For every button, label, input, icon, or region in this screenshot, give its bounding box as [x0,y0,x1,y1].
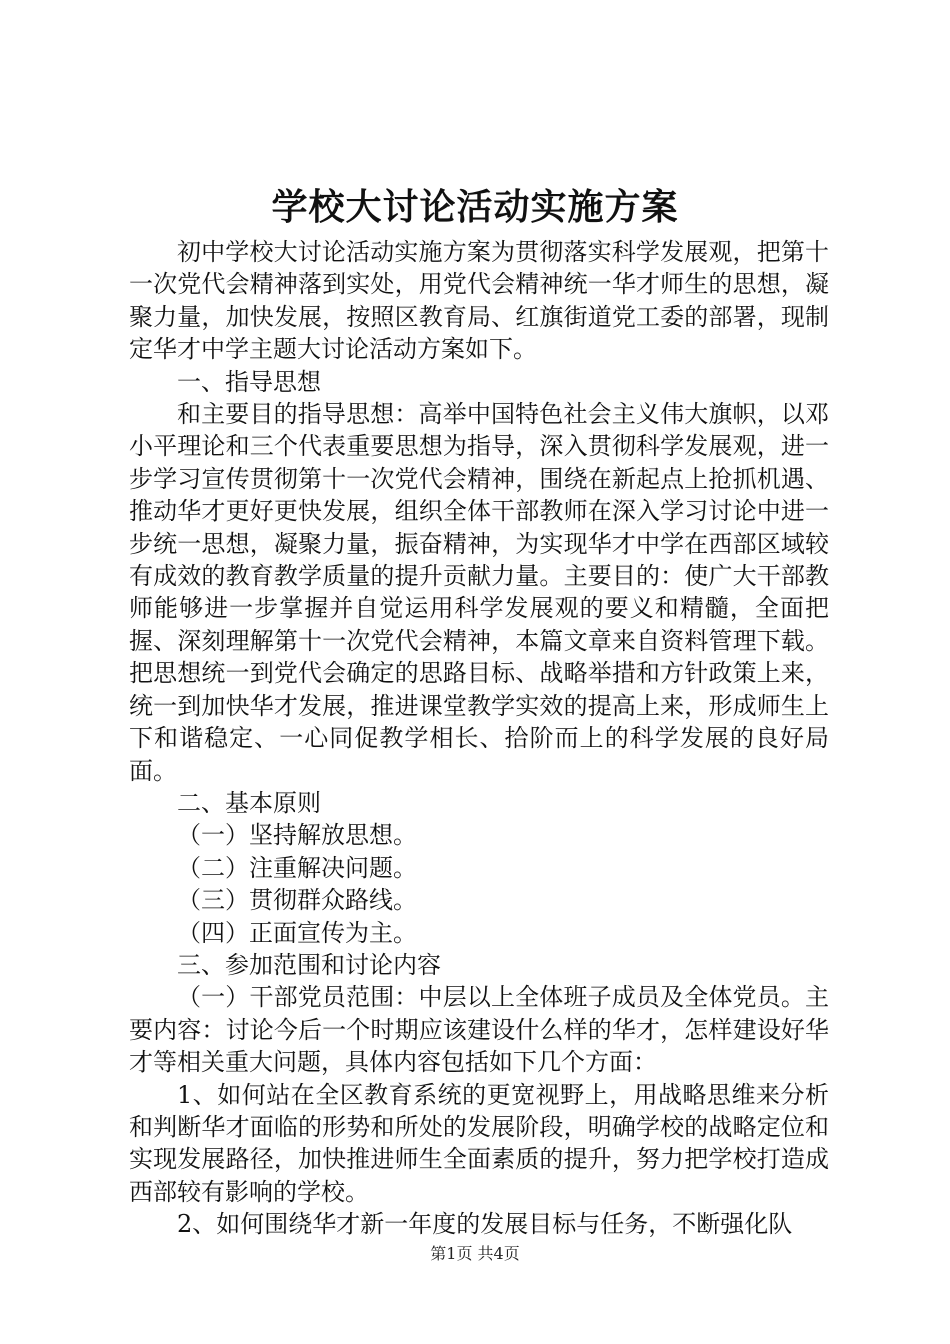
list-item-1: 1、如何站在全区教育系统的更宽视野上，用战略思维来分析和判断华才面临的形势和所处的发展阶段，明确学校的战略定位和实现发展路径，加快推进师生全面素质的提升，努力把学校打造成西部较有影响的学校。 [129,1080,829,1206]
page-footer: 第1页 共4页 [430,1244,520,1263]
document-title: 学校大讨论活动实施方案 [271,186,679,228]
section-heading-guiding-thought: 一、指导思想 [177,367,321,396]
paragraph-intro: 初中学校大讨论活动实施方案为贯彻落实科学发展观，把第十一次党代会精神落到实处，用党代会精神统一华才师生的思想，凝聚力量，加快发展，按照区教育局、红旗街道党工委的部署，现制定华才中学主题大讨论活动方案如下。 [129,238,829,364]
paragraph-scope-cadres: （一）干部党员范围：中层以上全体班子成员及全体党员。主要内容：讨论今后一个时期应该建设什么样的华才，怎样建设好华才等相关重大问题，具体内容包括如下几个方面： [129,983,829,1077]
section-heading-basic-principles: 二、基本原则 [177,788,321,817]
document-body [129,236,829,1241]
principle-item-2: （二）注重解决问题。 [177,853,417,882]
principle-item-4: （四）正面宣传为主。 [177,918,417,947]
list-item-2: 2、如何围绕华才新一年度的发展目标与任务，不断强化队 [177,1210,793,1239]
section-heading-scope-content: 三、参加范围和讨论内容 [177,950,441,979]
paragraph-guiding-thought: 和主要目的指导思想：高举中国特色社会主义伟大旗帜，以邓小平理论和三个代表重要思想为指导，深入贯彻科学发展观，进一步学习宣传贯彻第十一次党代会精神，围绕在新起点上抢抓机遇、推动华才更好更快发展，组织全体干部教师在深入学习讨论中进一步统一思想，凝聚力量，振奋精神，为实现华才中学在西部区域较有成效的教育教学质量的提升贡献力量。主要目的：使广大干部教师能够进一步掌握并自觉运用科学发展观的要义和精髓，全面把握、深刻理解第十一次党代会精神，本篇文章来自资料管理下载。把思想统一到党代会确定的思路目标、战略举措和方针政策上来，统一到加快华才发展，推进课堂教学实效的提高上来，形成师生上下和谐稳定、一心同促教学相长、拾阶而上的科学发展的良好局面。 [129,400,829,785]
principle-item-1: （一）坚持解放思想。 [177,821,417,850]
principle-item-3: （三）贯彻群众路线。 [177,886,417,915]
